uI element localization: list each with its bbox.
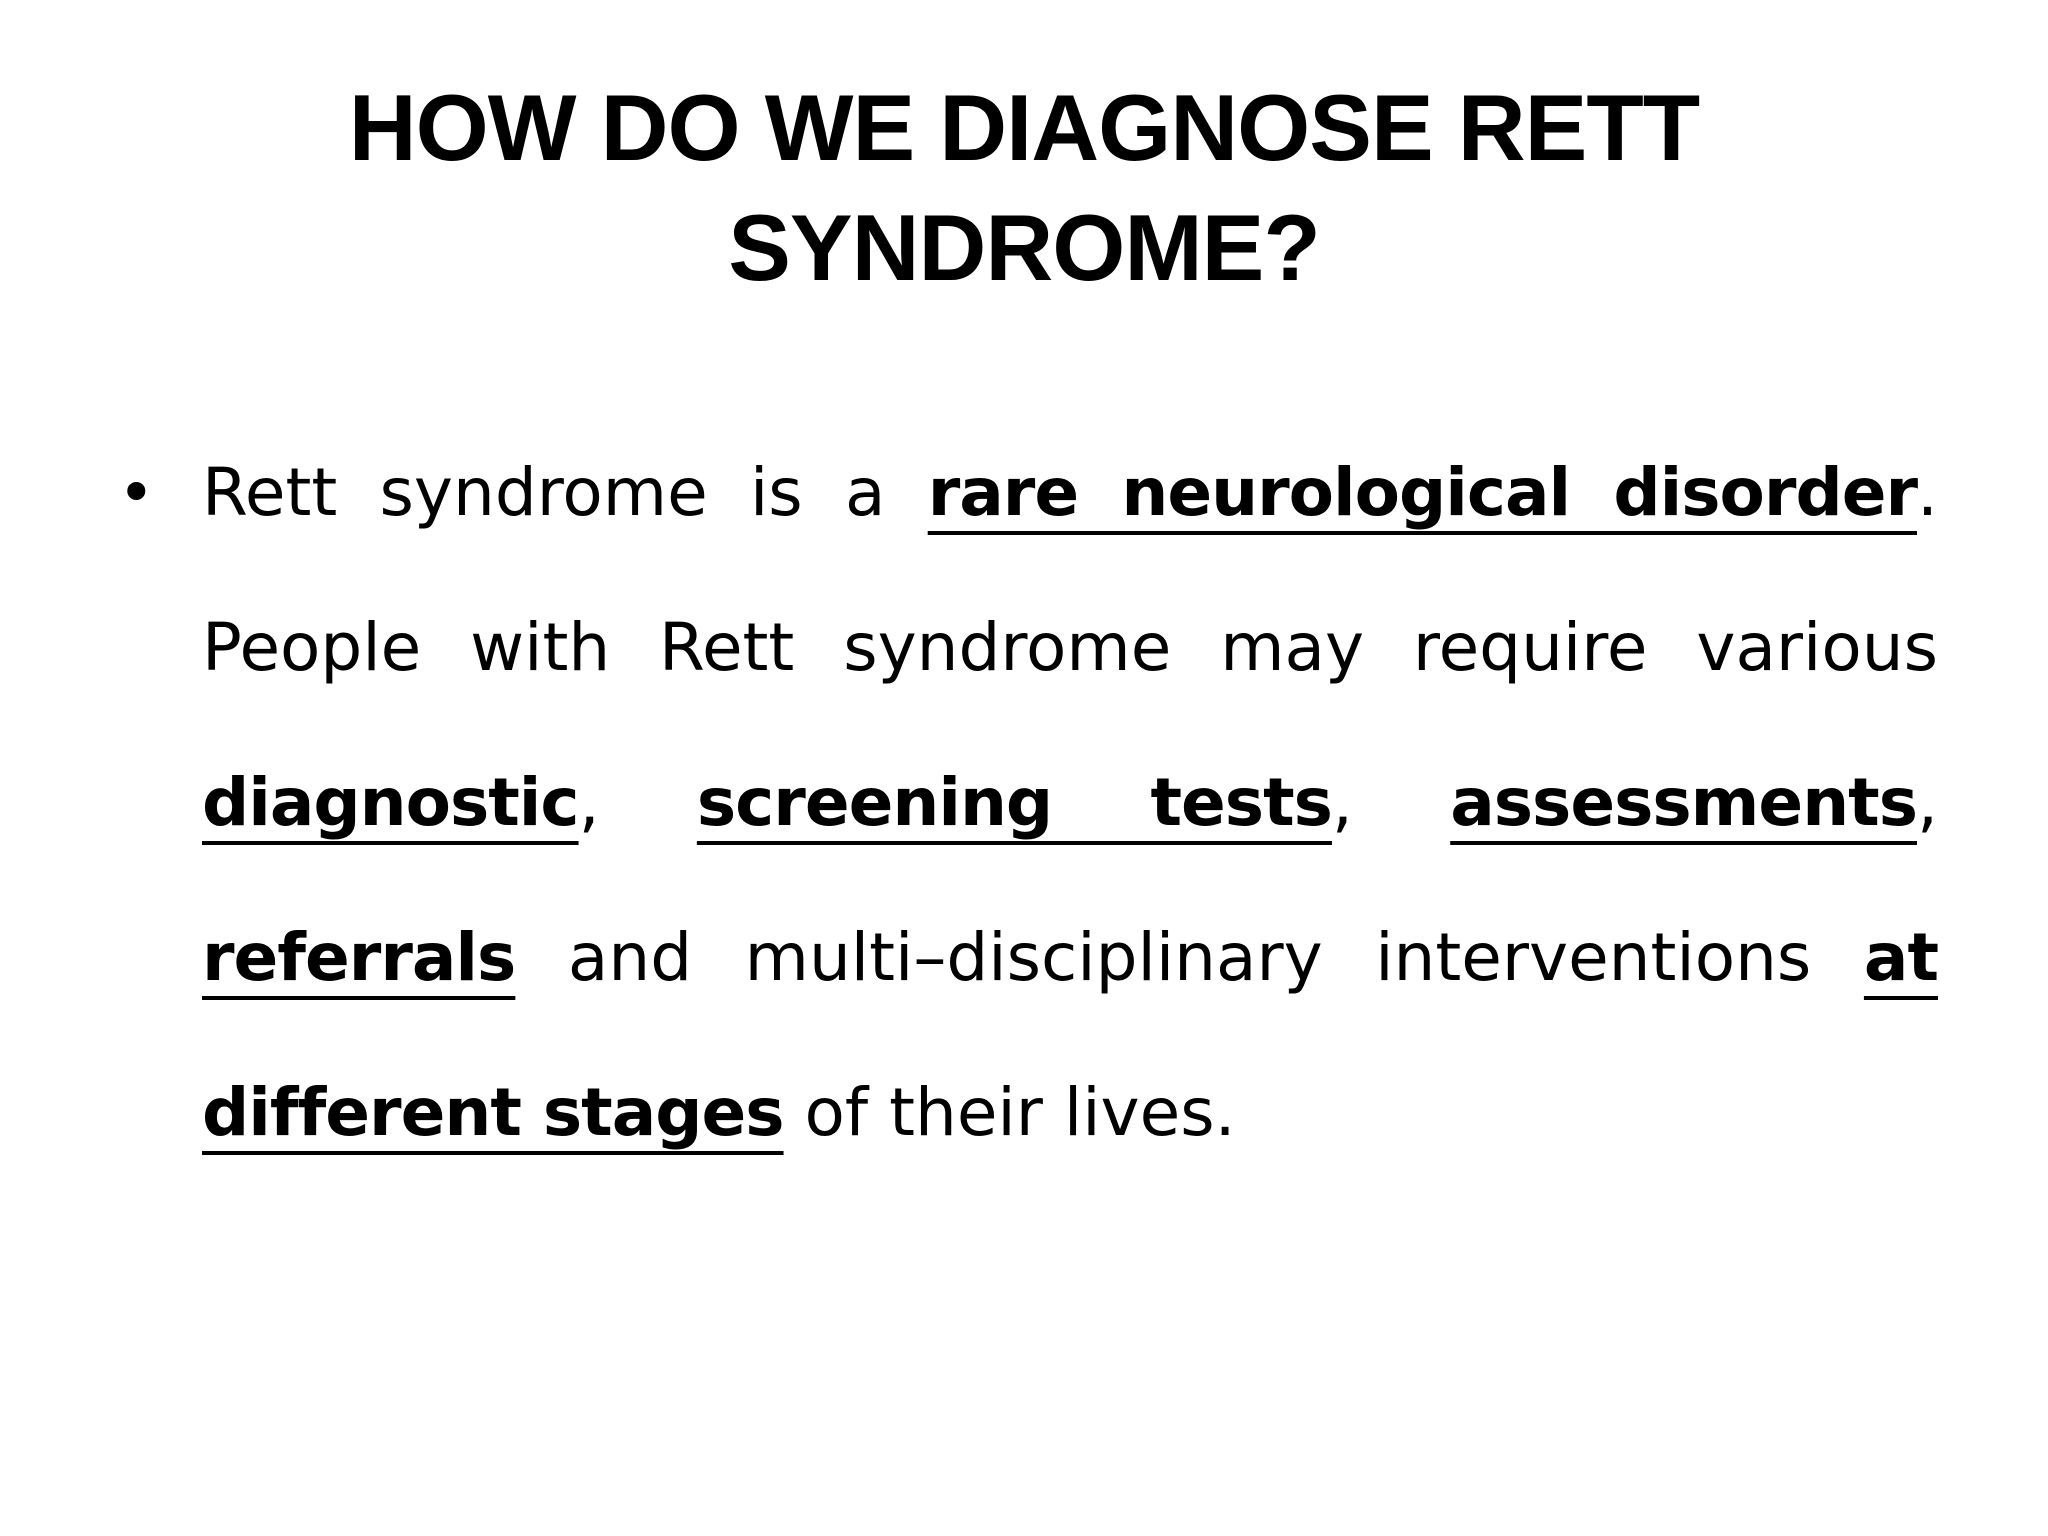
slide-title-line-1: HOW DO WE DIAGNOSE RETT <box>348 75 1700 180</box>
bullet-text-part: , <box>1331 764 1451 841</box>
bullet-text-part: Rett syndrome is a <box>202 454 928 531</box>
bullet-text-part: . People with Rett syndrome may require various <box>202 454 1938 686</box>
slide-title <box>200 68 1848 308</box>
bullet-point-icon: • <box>118 456 155 529</box>
bullet-text-part: and multi–disciplinary interventions <box>515 919 1864 996</box>
bullet-text-part: of their lives. <box>783 1074 1236 1151</box>
emphasis-referrals: referrals <box>202 919 516 996</box>
emphasis-diagnostic: diagnostic <box>202 764 579 841</box>
emphasis-rare-neurological-disorder: rare neurological disorder <box>927 454 1918 531</box>
bullet-text <box>202 415 1938 1190</box>
bullet-text-part: , <box>578 764 697 841</box>
bullet-text-part: , <box>1917 764 1938 841</box>
emphasis-screening-tests: screening tests <box>696 764 1332 841</box>
slide-title-line-2: SYNDROME? <box>728 195 1320 300</box>
emphasis-assessments: assessments <box>1450 764 1918 841</box>
emphasis-at-different-stages: at different stages <box>202 919 1938 1151</box>
